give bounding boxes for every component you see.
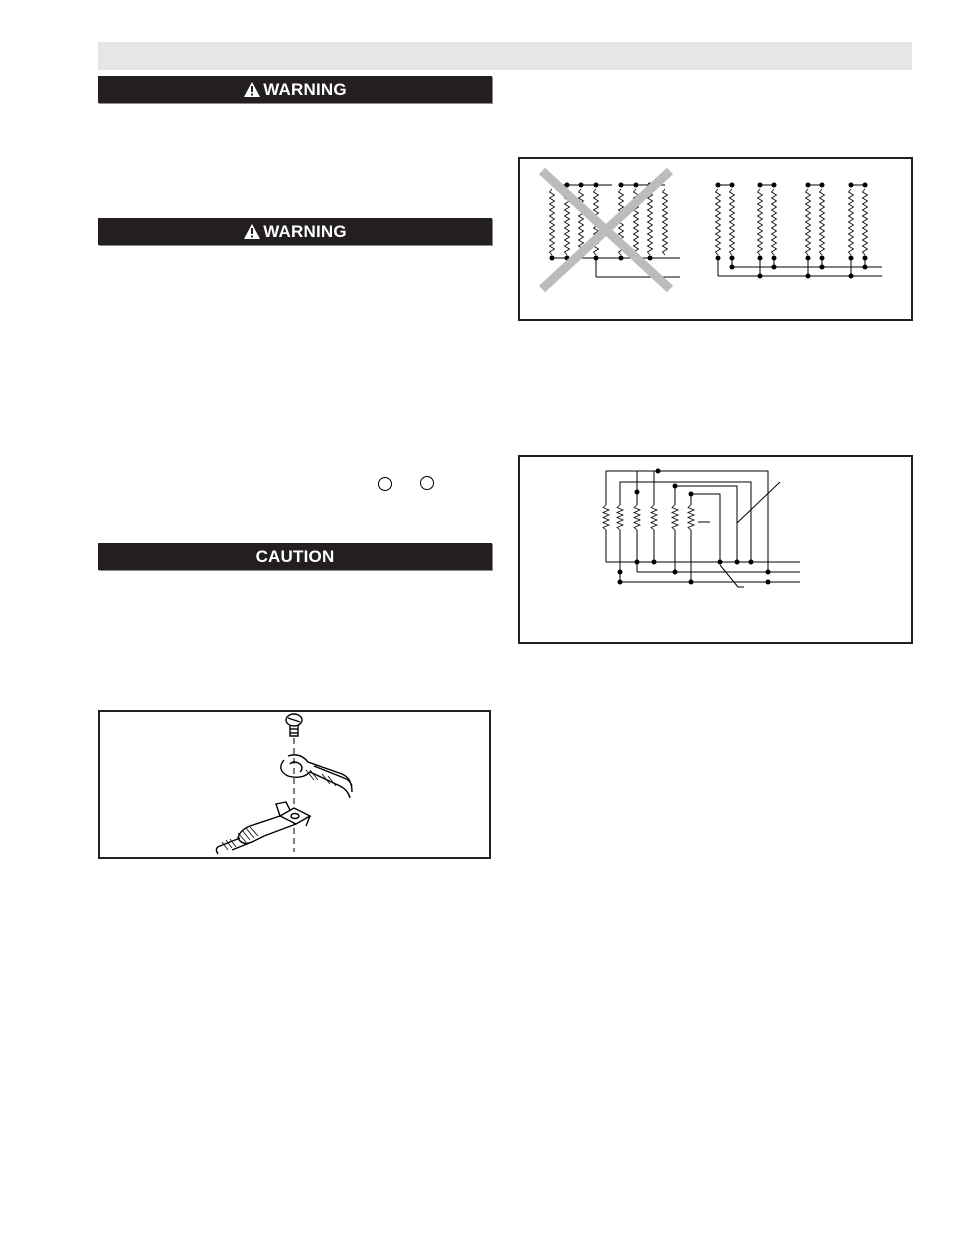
- warning-label: WARNING: [263, 79, 347, 99]
- page-header-bar: [98, 42, 912, 70]
- warning-banner: [98, 76, 492, 103]
- correct-wiring: [716, 183, 883, 279]
- warning-label: WARNING: [263, 221, 347, 241]
- element-wiring-figure: [518, 157, 913, 321]
- ground-lug-illustration: [100, 712, 489, 857]
- warning-triangle-icon: [243, 81, 261, 98]
- warning-triangle-icon: [243, 223, 261, 240]
- ground-lug-figure: [98, 710, 491, 859]
- caution-label: CAUTION: [255, 546, 335, 566]
- incorrect-wiring: [542, 171, 680, 289]
- circle-marker-icon: [420, 476, 434, 490]
- warning-banner: [98, 218, 492, 245]
- element-wiring-diagram: [520, 159, 911, 319]
- circle-marker-icon: [378, 477, 392, 491]
- caution-banner: [98, 543, 492, 570]
- heater-schematic-figure: [518, 455, 913, 644]
- heater-schematic-diagram: [520, 457, 911, 642]
